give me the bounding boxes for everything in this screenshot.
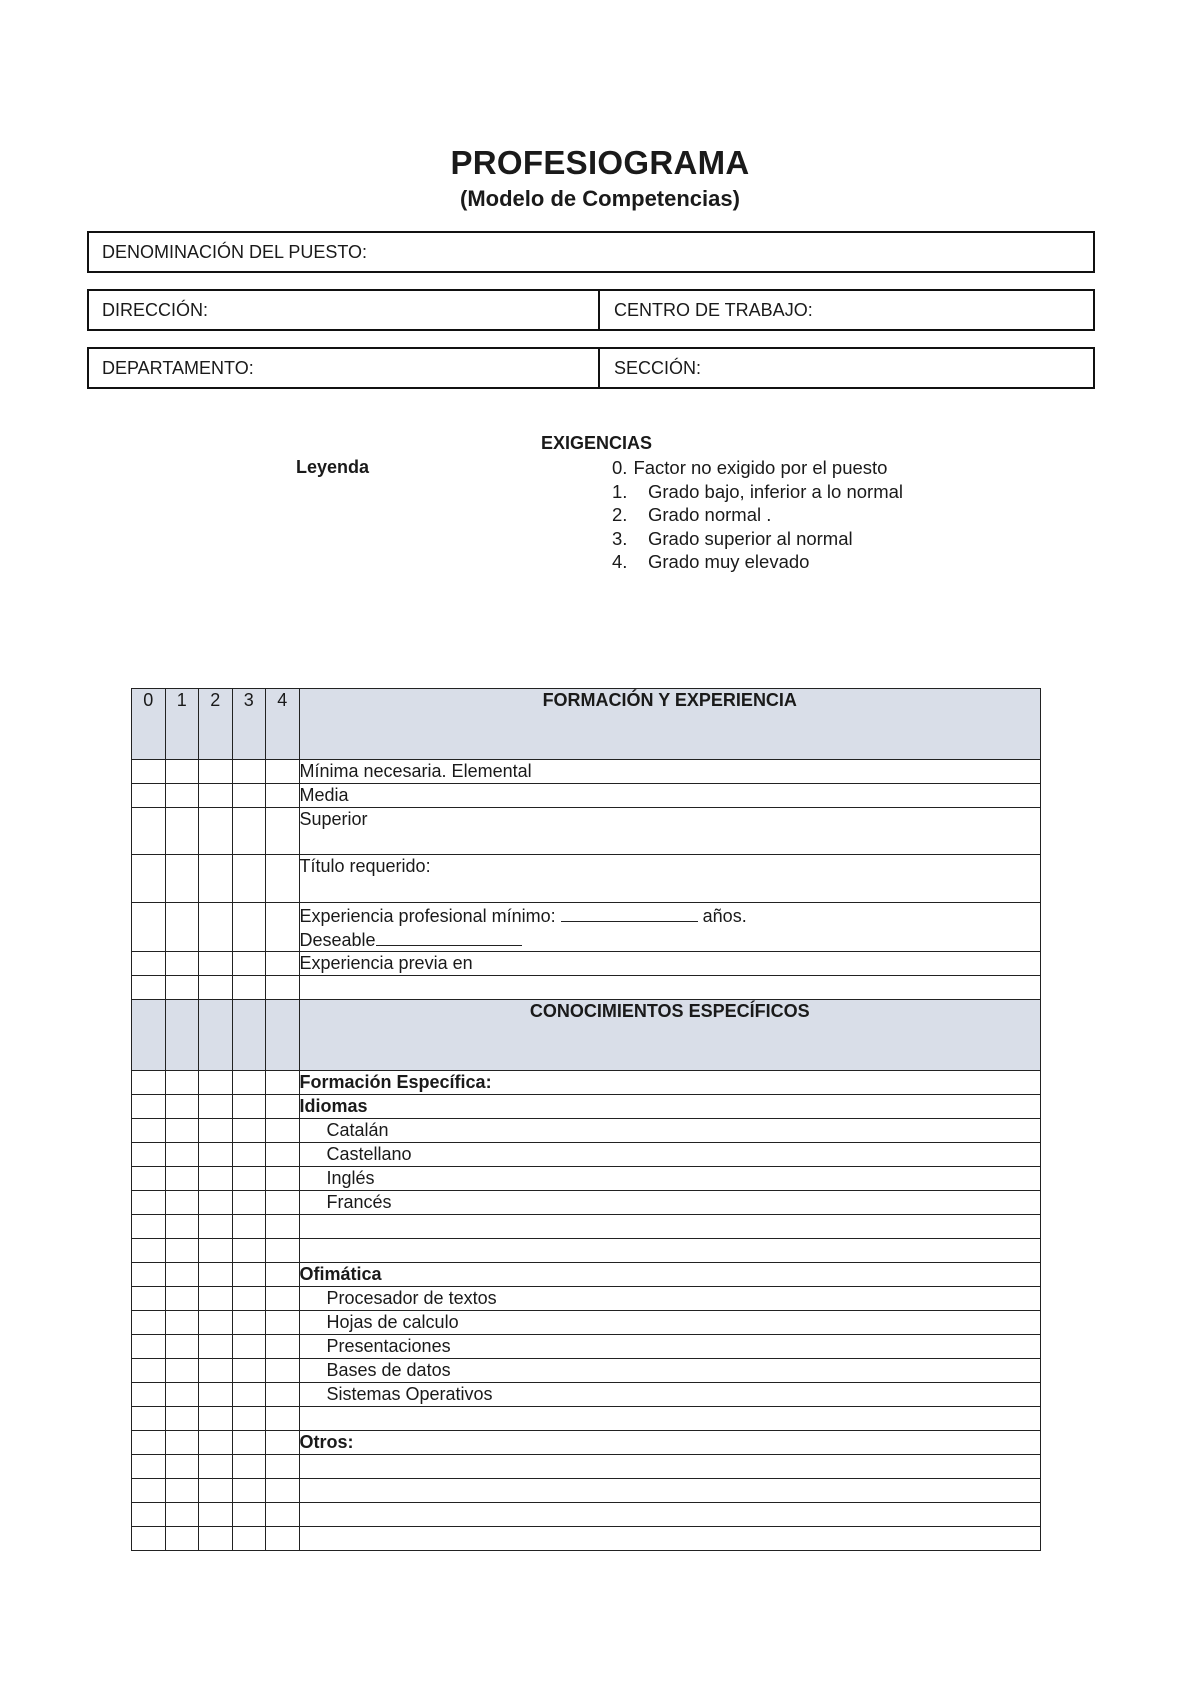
table-row <box>132 1287 1041 1311</box>
rating-cell-0[interactable] <box>132 903 166 952</box>
rating-cell-2[interactable] <box>199 1431 233 1455</box>
rating-cell-4[interactable] <box>266 1479 300 1503</box>
empty-row[interactable] <box>299 1503 1041 1527</box>
rating-cell-1[interactable] <box>165 1311 199 1335</box>
table-row <box>132 1239 1041 1263</box>
rating-cell-3[interactable] <box>232 1455 266 1479</box>
table-row <box>132 1359 1041 1383</box>
formacion-especifica-label: Formación Específica: <box>299 1071 1041 1095</box>
rating-cell-0[interactable] <box>132 1239 166 1263</box>
rating-cell-3[interactable] <box>232 1071 266 1095</box>
rating-cell-4[interactable] <box>266 1359 300 1383</box>
rating-cell-2[interactable] <box>199 1119 233 1143</box>
rating-cell-4[interactable] <box>266 1431 300 1455</box>
rating-cell-4[interactable] <box>266 1263 300 1287</box>
table-row <box>132 1383 1041 1407</box>
conocimientos-heading: CONOCIMIENTOS ESPECÍFICOS <box>299 1000 1041 1071</box>
rating-cell-0 <box>132 1000 166 1071</box>
rating-cell-3[interactable] <box>232 1143 266 1167</box>
scale-4-header: 4 <box>266 689 300 760</box>
rating-cell-3[interactable] <box>232 903 266 952</box>
rating-cell-2[interactable] <box>199 1287 233 1311</box>
rating-cell-2[interactable] <box>199 855 233 903</box>
exigencias-heading: EXIGENCIAS <box>541 433 653 453</box>
table-row <box>132 1215 1041 1239</box>
rating-cell-3[interactable] <box>232 1527 266 1551</box>
rating-cell-0[interactable] <box>132 952 166 976</box>
rating-cell-3[interactable] <box>232 855 266 903</box>
rating-cell-0[interactable] <box>132 1383 166 1407</box>
idioma-item: Catalán <box>299 1119 1041 1143</box>
rating-cell-3[interactable] <box>232 1503 266 1527</box>
rating-cell-1[interactable] <box>165 1527 199 1551</box>
rating-cell-3[interactable] <box>232 1359 266 1383</box>
table-row <box>132 760 1041 784</box>
rating-cell-4[interactable] <box>266 808 300 855</box>
legend-item-number: 3. <box>612 527 628 549</box>
rating-cell-2[interactable] <box>199 1191 233 1215</box>
rating-cell-0[interactable] <box>132 1311 166 1335</box>
rating-cell-2[interactable] <box>199 1455 233 1479</box>
rating-cell-0[interactable] <box>132 808 166 855</box>
rating-cell-2[interactable] <box>199 976 233 1000</box>
ofimatica-item: Presentaciones <box>299 1335 1041 1359</box>
legend-item-text: Grado superior al normal <box>648 527 853 549</box>
table-row <box>132 1335 1041 1359</box>
table-row <box>132 976 1041 1000</box>
rating-cell-1[interactable] <box>165 1167 199 1191</box>
rating-cell-1[interactable] <box>165 1215 199 1239</box>
rating-cell-4[interactable] <box>266 1239 300 1263</box>
ofimatica-item: Bases de datos <box>299 1359 1041 1383</box>
legend-item-text: Grado bajo, inferior a lo normal <box>648 480 904 502</box>
legend-item <box>612 503 903 527</box>
rating-cell-3[interactable] <box>232 760 266 784</box>
rating-cell-2[interactable] <box>199 1359 233 1383</box>
legend-item-number: 4. <box>612 551 628 572</box>
rating-cell-0[interactable] <box>132 1479 166 1503</box>
rating-cell-0[interactable] <box>132 1215 166 1239</box>
rating-cell-0[interactable] <box>132 1431 166 1455</box>
leyenda-label: Leyenda <box>296 457 370 477</box>
rating-cell-3[interactable] <box>232 1167 266 1191</box>
rating-cell-0[interactable] <box>132 1095 166 1119</box>
rating-cell-2[interactable] <box>199 952 233 976</box>
rating-cell-0[interactable] <box>132 1191 166 1215</box>
rating-cell-3[interactable] <box>232 1239 266 1263</box>
rating-cell-4[interactable] <box>266 1527 300 1551</box>
rating-cell-1[interactable] <box>165 855 199 903</box>
table-row <box>132 784 1041 808</box>
rating-cell-1[interactable] <box>165 1431 199 1455</box>
direccion-field[interactable]: DIRECCIÓN: <box>89 291 600 329</box>
rating-cell-4[interactable] <box>266 1311 300 1335</box>
rating-cell-4[interactable] <box>266 1071 300 1095</box>
empty-row[interactable] <box>299 1215 1041 1239</box>
rating-cell-3[interactable] <box>232 1407 266 1431</box>
page-subtitle: (Modelo de Competencias) <box>460 186 740 211</box>
table-row <box>132 1479 1041 1503</box>
rating-cell-2[interactable] <box>199 1239 233 1263</box>
ofimatica-item: Hojas de calculo <box>299 1311 1041 1335</box>
table-row <box>132 1503 1041 1527</box>
rating-cell-0[interactable] <box>132 1335 166 1359</box>
empty-row[interactable] <box>299 1455 1041 1479</box>
empty-row[interactable] <box>299 976 1041 1000</box>
rating-cell-1[interactable] <box>165 1455 199 1479</box>
rating-cell-0[interactable] <box>132 1407 166 1431</box>
rating-cell-2[interactable] <box>199 1095 233 1119</box>
experiencia-suffix: años. <box>702 906 747 926</box>
rating-cell-0[interactable] <box>132 1263 166 1287</box>
rating-cell-1[interactable] <box>165 1479 199 1503</box>
media-label: Media <box>299 784 1041 808</box>
rating-cell-2[interactable] <box>199 1143 233 1167</box>
rating-cell-3[interactable] <box>232 1095 266 1119</box>
puesto-box <box>87 231 1095 273</box>
rating-cell-1[interactable] <box>165 952 199 976</box>
empty-row[interactable] <box>299 1407 1041 1431</box>
experiencia-label <box>299 903 1041 952</box>
rating-cell-4[interactable] <box>266 1503 300 1527</box>
rating-cell-4[interactable] <box>266 976 300 1000</box>
rating-cell-1[interactable] <box>165 1191 199 1215</box>
rating-cell-1[interactable] <box>165 808 199 855</box>
rating-cell-4[interactable] <box>266 784 300 808</box>
table-row <box>132 1455 1041 1479</box>
rating-cell-4[interactable] <box>266 1215 300 1239</box>
rating-cell-2[interactable] <box>199 1167 233 1191</box>
rating-cell-1[interactable] <box>165 1239 199 1263</box>
rating-cell-1[interactable] <box>165 1359 199 1383</box>
rating-cell-4[interactable] <box>266 760 300 784</box>
table-row <box>132 1119 1041 1143</box>
rating-cell-3[interactable] <box>232 1263 266 1287</box>
experiencia-prefix: Experiencia profesional mínimo: <box>299 906 556 926</box>
table-row <box>132 1191 1041 1215</box>
rating-cell-2[interactable] <box>199 1071 233 1095</box>
table-header-row <box>132 689 1041 760</box>
rating-cell-1[interactable] <box>165 1503 199 1527</box>
rating-cell-0[interactable] <box>132 1527 166 1551</box>
table-row <box>132 1527 1041 1551</box>
rating-cell-2[interactable] <box>199 784 233 808</box>
table-row <box>132 952 1041 976</box>
rating-cell-0[interactable] <box>132 1071 166 1095</box>
table-row <box>132 1311 1041 1335</box>
rating-cell-1[interactable] <box>165 903 199 952</box>
deseable-blank[interactable] <box>376 927 522 946</box>
idiomas-label: Idiomas <box>299 1095 1041 1119</box>
table-row <box>132 808 1041 855</box>
puesto-field[interactable]: DENOMINACIÓN DEL PUESTO: <box>102 242 368 262</box>
rating-cell-4[interactable] <box>266 855 300 903</box>
empty-row[interactable] <box>299 1239 1041 1263</box>
rating-cell-4[interactable] <box>266 1407 300 1431</box>
rating-cell-2[interactable] <box>199 1503 233 1527</box>
rating-cell-3[interactable] <box>232 1431 266 1455</box>
legend-item <box>612 527 903 551</box>
departamento-row <box>87 347 1095 389</box>
rating-cell-2[interactable] <box>199 1263 233 1287</box>
rating-cell-0[interactable] <box>132 1167 166 1191</box>
rating-cell-4 <box>266 1000 300 1071</box>
rating-cell-3[interactable] <box>232 1191 266 1215</box>
rating-cell-0[interactable] <box>132 784 166 808</box>
ofimatica-item: Procesador de textos <box>299 1287 1041 1311</box>
table-row <box>132 1071 1041 1095</box>
experiencia-blank[interactable] <box>561 903 698 922</box>
legend-item-number: 1. <box>612 480 628 502</box>
titulo-label: Título requerido: <box>299 855 1041 903</box>
rating-cell-3[interactable] <box>232 1311 266 1335</box>
rating-cell-4[interactable] <box>266 903 300 952</box>
deseable-label: Deseable <box>299 930 376 950</box>
scale-1-header: 1 <box>165 689 199 760</box>
rating-cell-1[interactable] <box>165 1383 199 1407</box>
rating-cell-1[interactable] <box>165 1095 199 1119</box>
departamento-field[interactable]: DEPARTAMENTO: <box>89 349 600 387</box>
rating-cell-3[interactable] <box>232 1287 266 1311</box>
ofimatica-item: Sistemas Operativos <box>299 1383 1041 1407</box>
empty-row[interactable] <box>299 1527 1041 1551</box>
rating-cell-3[interactable] <box>232 784 266 808</box>
rating-cell-4[interactable] <box>266 1143 300 1167</box>
rating-cell-4[interactable] <box>266 1287 300 1311</box>
idioma-item: Francés <box>299 1191 1041 1215</box>
legend-item-number: 2. <box>612 504 628 525</box>
section-header-row <box>132 1000 1041 1071</box>
rating-cell-4[interactable] <box>266 1119 300 1143</box>
empty-row[interactable] <box>299 1479 1041 1503</box>
rating-cell-2 <box>199 1000 233 1071</box>
rating-cell-4[interactable] <box>266 1335 300 1359</box>
rating-cell-4[interactable] <box>266 1455 300 1479</box>
legend-list <box>612 456 903 574</box>
table-row <box>132 1431 1041 1455</box>
table-row <box>132 1095 1041 1119</box>
rating-cell-3[interactable] <box>232 1383 266 1407</box>
rating-cell-4[interactable] <box>266 1383 300 1407</box>
rating-cell-0[interactable] <box>132 1119 166 1143</box>
page-title: PROFESIOGRAMA <box>450 144 750 181</box>
rating-cell-2[interactable] <box>199 1479 233 1503</box>
rating-cell-2[interactable] <box>199 1215 233 1239</box>
ofimatica-label: Ofimática <box>299 1263 1041 1287</box>
otros-label: Otros: <box>299 1431 1041 1455</box>
rating-cell-3[interactable] <box>232 1479 266 1503</box>
rating-cell-0[interactable] <box>132 1503 166 1527</box>
rating-cell-3 <box>232 1000 266 1071</box>
table-row <box>132 1407 1041 1431</box>
idioma-item: Inglés <box>299 1167 1041 1191</box>
superior-label: Superior <box>299 808 1041 855</box>
rating-cell-4[interactable] <box>266 1095 300 1119</box>
centro-trabajo-field[interactable]: CENTRO DE TRABAJO: <box>614 300 813 320</box>
rating-cell-0[interactable] <box>132 1359 166 1383</box>
legend-item-text: Grado muy elevado <box>648 551 810 572</box>
table-row <box>132 1167 1041 1191</box>
rating-cell-2[interactable] <box>199 760 233 784</box>
rating-cell-1[interactable] <box>165 1119 199 1143</box>
competencias-table <box>131 688 1041 1551</box>
legend-item-text: Factor no exigido por el puesto <box>633 457 888 478</box>
rating-cell-0[interactable] <box>132 976 166 1000</box>
rating-cell-1[interactable] <box>165 784 199 808</box>
legend-item <box>612 480 903 504</box>
rating-cell-0[interactable] <box>132 1455 166 1479</box>
formacion-experiencia-heading: FORMACIÓN Y EXPERIENCIA <box>299 689 1041 760</box>
rating-cell-3[interactable] <box>232 1215 266 1239</box>
scale-0-header: 0 <box>132 689 166 760</box>
rating-cell-0[interactable] <box>132 1287 166 1311</box>
rating-cell-1[interactable] <box>165 1407 199 1431</box>
rating-cell-4[interactable] <box>266 1167 300 1191</box>
legend-item <box>612 456 903 480</box>
legend-item-number: 0. <box>612 457 628 478</box>
rating-cell-2[interactable] <box>199 808 233 855</box>
rating-cell-1[interactable] <box>165 1143 199 1167</box>
scale-3-header: 3 <box>232 689 266 760</box>
rating-cell-1 <box>165 1000 199 1071</box>
table-row <box>132 903 1041 952</box>
rating-cell-2[interactable] <box>199 1383 233 1407</box>
rating-cell-3[interactable] <box>232 1119 266 1143</box>
rating-cell-2[interactable] <box>199 1527 233 1551</box>
rating-cell-3[interactable] <box>232 808 266 855</box>
rating-cell-1[interactable] <box>165 976 199 1000</box>
rating-cell-3[interactable] <box>232 952 266 976</box>
rating-cell-2[interactable] <box>199 1335 233 1359</box>
table-row <box>132 1263 1041 1287</box>
rating-cell-0[interactable] <box>132 1143 166 1167</box>
rating-cell-4[interactable] <box>266 1191 300 1215</box>
seccion-field[interactable]: SECCIÓN: <box>614 358 702 378</box>
experiencia-previa-label: Experiencia previa en <box>299 952 1041 976</box>
rating-cell-4[interactable] <box>266 952 300 976</box>
rating-cell-1[interactable] <box>165 1287 199 1311</box>
direccion-row <box>87 289 1095 331</box>
minima-label: Mínima necesaria. Elemental <box>299 760 1041 784</box>
rating-cell-0[interactable] <box>132 760 166 784</box>
table-row <box>132 1143 1041 1167</box>
legend-item-text: Grado normal . <box>648 504 772 525</box>
scale-2-header: 2 <box>199 689 233 760</box>
rating-cell-2[interactable] <box>199 903 233 952</box>
rating-cell-2[interactable] <box>199 1407 233 1431</box>
rating-cell-1[interactable] <box>165 1071 199 1095</box>
table-row <box>132 855 1041 903</box>
rating-cell-3[interactable] <box>232 1335 266 1359</box>
rating-cell-0[interactable] <box>132 855 166 903</box>
rating-cell-1[interactable] <box>165 1263 199 1287</box>
rating-cell-3[interactable] <box>232 976 266 1000</box>
rating-cell-2[interactable] <box>199 1311 233 1335</box>
rating-cell-1[interactable] <box>165 1335 199 1359</box>
idioma-item: Castellano <box>299 1143 1041 1167</box>
rating-cell-1[interactable] <box>165 760 199 784</box>
legend-item <box>612 550 903 574</box>
